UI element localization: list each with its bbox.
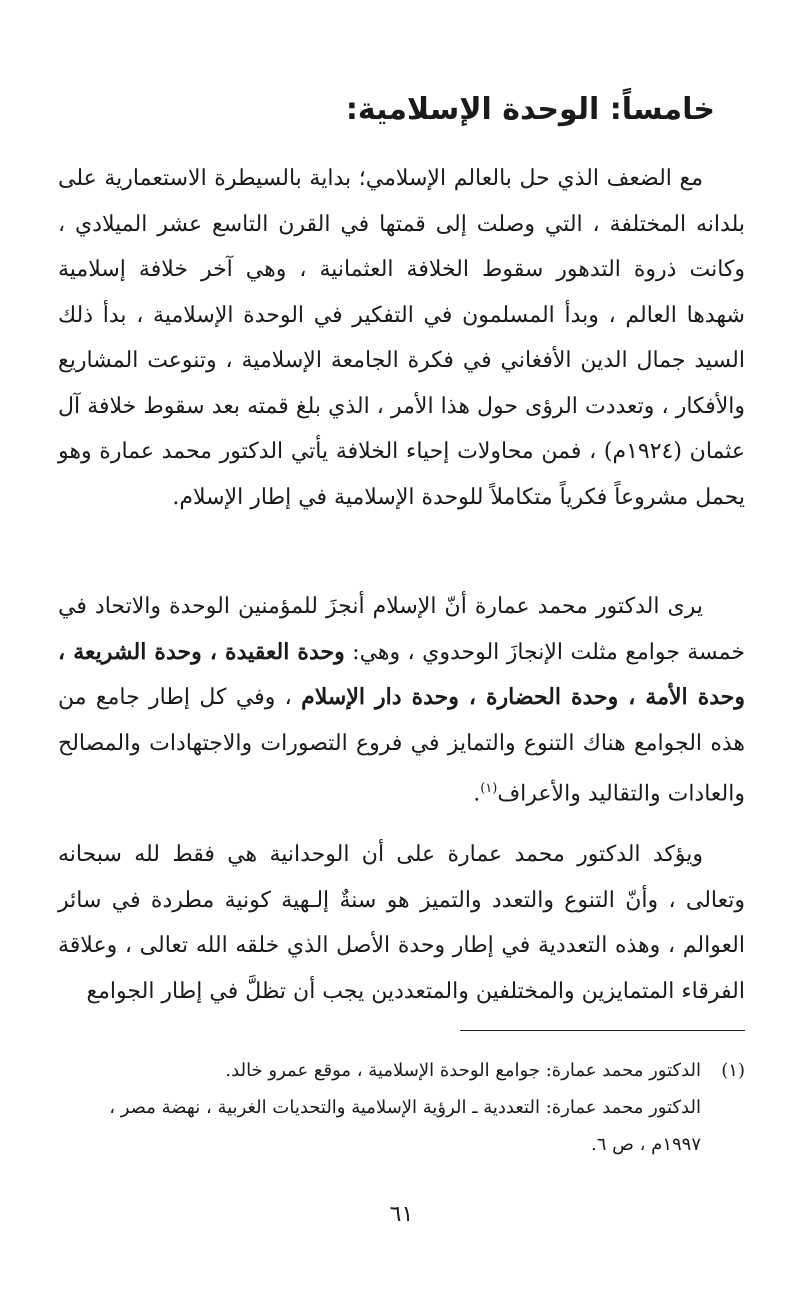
footnotes-section	[58, 1052, 745, 1163]
footnote-1-text: الدكتور محمد عمارة: جوامع الوحدة الإسلامية ، موقع عمرو خالد.	[225, 1060, 701, 1081]
paragraph-2-tail: ، وفي كل إطار جامع من هذه الجوامع هناك التنوع والتمايز في فروع التصورات والاجتهادات والمصالح والعادات والتقاليد والأعراف	[58, 685, 745, 807]
footnote-divider	[460, 1030, 745, 1031]
section-heading: خامساً: الوحدة الإسلامية:	[345, 92, 715, 127]
footnote-1-marker: (١)	[721, 1060, 745, 1081]
footnote-1	[58, 1052, 745, 1089]
paragraph-2-intro: يرى الدكتور محمد عمارة أنّ الإسلام أنجزَ للمؤمنين الوحدة والاتحاد في خمسة جوامع مثلت الإنجازَ الوحدوي ، وهي:	[58, 594, 745, 665]
footnote-reference[interactable]: (١)	[480, 781, 498, 796]
paragraph-2	[58, 584, 745, 817]
paragraph-2-end: .	[473, 781, 481, 807]
page-number: ٦١	[389, 1202, 414, 1227]
paragraph-1: مع الضعف الذي حل بالعالم الإسلامي؛ بداية بالسيطرة الاستعمارية على بلدانه المختلفة ، التي وصلت إلى قمتها في القرن التاسع عشر الميلادي ، وكانت ذروة التدهور سقوط الخلافة العثمانية ، وهي آخر خلافة إسلامية شهدها العالم ، وبدأ المسلمون في التفكير في الوحدة الإسلامية ، بدأ ذلك السيد جمال الدين الأفغاني في فكرة الجامعة الإسلامية ، وتنوعت المشاريع والأفكار ، وتعددت الرؤى حول هذا الأمر ، الذي بلغ قمته بعد سقوط خلافة آل عثمان (١٩٢٤م) ، فمن محاولات إحياء الخلافة يأتي الدكتور محمد عمارة وهو يحمل مشروعاً فكرياً متكاملاً للوحدة الإسلامية في إطار الإسلام.	[58, 166, 746, 510]
paragraph-2-unities: وحدة العقيدة ، وحدة الشريعة ، وحدة الأمة ، وحدة الحضارة ، وحدة دار الإسلام	[58, 638, 745, 710]
paragraph-3: ويؤكد الدكتور محمد عمارة على أن الوحدانية هي فقط لله سبحانه وتعالى ، وأنّ التنوع والتعدد والتميز هو سنةٌ إلـهية كونية مطردة في سائر العوالم ، وهذه التعددية في إطار وحدة الأصل الذي خلقه الله تعالى ، وعلاقة الفرقاء المتمايزين والمختلفين والمتعددين يجب أن تظلَّ في إطار الجوامع	[58, 842, 745, 1004]
footnote-1-continuation: الدكتور محمد عمارة: التعددية ـ الرؤية الإسلامية والتحديات الغربية ، نهضة مصر ، ١٩٩٧م ، ص ٦.	[109, 1097, 701, 1155]
